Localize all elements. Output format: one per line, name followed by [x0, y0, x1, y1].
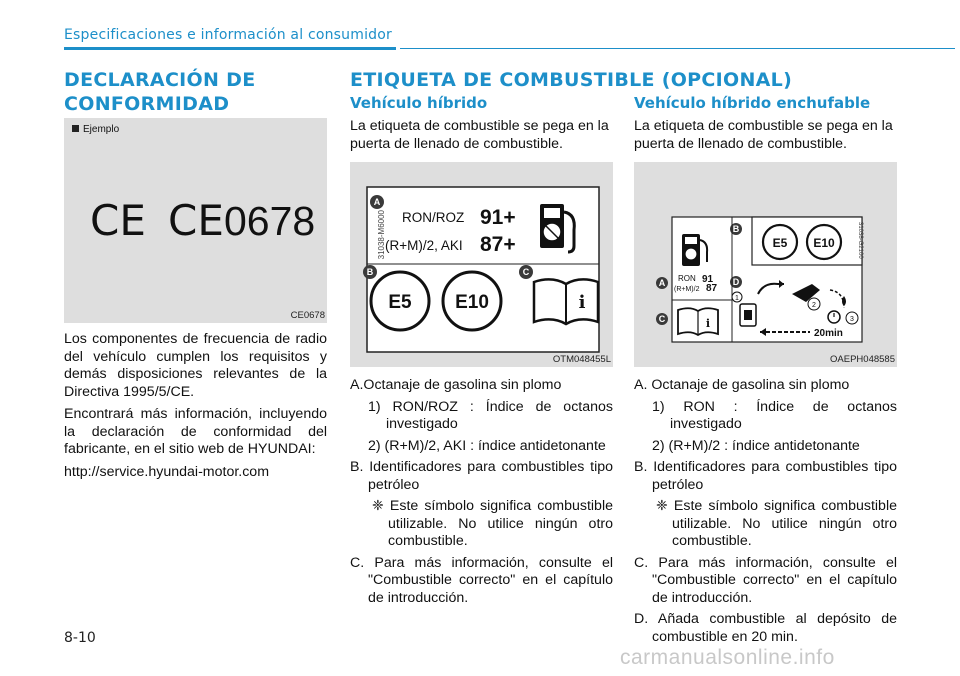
svg-text:(R+M)/2: (R+M)/2: [674, 286, 700, 293]
svg-text:E5: E5: [388, 292, 412, 313]
svg-text:1: 1: [735, 295, 739, 302]
svg-text:91: 91: [702, 274, 714, 285]
svg-text:B: B: [366, 267, 374, 277]
hybrid-item-list: [350, 377, 613, 611]
hybrid-intro: La etiqueta de combustible se pega en la puerta de llenado de combustible.: [350, 118, 609, 152]
list-item: 1) RON/ROZ : Índice de octanos investigado: [368, 398, 613, 432]
svg-text:i: i: [705, 317, 711, 330]
conformity-body: Los componentes de frecuencia de radio del vehículo cumplen los requisitos y demás disposiciones relevantes de la Directiva 1995/5/CE. Encontrará más información, incluyendo la declaración de conformidad del fabricante, en el sitio web de HYUNDAI: http://service.hyundai-motor.com: [64, 331, 327, 480]
list-item: B. Identificadores para combustibles tipo petróleo: [350, 459, 613, 493]
conformity-heading: DECLARACIÓN DE CONFORMIDAD: [64, 69, 256, 115]
ce-mark-small: CE: [90, 196, 146, 245]
ce-number: 0678: [224, 198, 316, 244]
list-item: A. Octanaje de gasolina sin plomo: [634, 377, 850, 393]
ce-mark-large: CE: [168, 196, 224, 245]
svg-text:C: C: [658, 314, 666, 324]
list-item: 1) RON : Índice de octanos investigado: [652, 398, 897, 432]
hybrid-label-graphic: [350, 162, 613, 367]
plugin-item-list: [634, 377, 897, 650]
svg-text:2: 2: [812, 302, 816, 309]
figure-code: CE0678: [290, 310, 325, 321]
book-icon: [678, 308, 718, 335]
hybrid-fuel-label-figure: [350, 162, 613, 367]
plugin-fuel-label-figure: [634, 162, 897, 367]
list-item: 2) (R+M)/2 : índice antidetonante: [652, 437, 860, 454]
page-number: 8-10: [64, 630, 96, 646]
list-item: D. Añada combustible al depósito de combustible en 20 min.: [634, 611, 897, 645]
figure-code: OAEPH048585: [830, 354, 895, 365]
svg-text:31038-M6000: 31038-M6000: [377, 210, 386, 260]
ce-figure: [64, 118, 327, 323]
service-url: http://service.hyundai-motor.com: [64, 463, 270, 480]
ron-label: RON/ROZ: [402, 210, 465, 225]
svg-text:D: D: [732, 277, 740, 287]
figure-label: Ejemplo: [72, 124, 119, 135]
svg-text:87: 87: [706, 283, 718, 294]
svg-text:3: 3: [850, 316, 854, 323]
svg-text:E5: E5: [772, 236, 788, 250]
svg-text:C: C: [522, 267, 530, 277]
hybrid-title: Vehículo híbrido: [350, 94, 488, 112]
svg-text:B: B: [732, 224, 740, 234]
svg-text:i: i: [578, 292, 586, 313]
svg-text:31038-G2100: 31038-G2100: [857, 222, 863, 259]
list-item: B. Identificadores para combustibles tipo petróleo: [634, 459, 897, 493]
svg-text:E10: E10: [813, 236, 835, 250]
svg-text:RON: RON: [678, 274, 696, 283]
watermark: carmanualsonline.info: [620, 646, 835, 669]
plugin-label-graphic: [634, 162, 897, 367]
figure-code: OTM048455L: [552, 354, 611, 365]
header-rule: [64, 47, 396, 50]
ce-mark-graphic: [64, 118, 327, 323]
plugin-title: Vehículo híbrido enchufable: [634, 94, 871, 112]
list-item: C. Para más información, consulte el "Combustible correcto" en el capítulo de introducción.: [634, 554, 897, 606]
time-label: 20min: [814, 328, 843, 339]
list-item: 2) (R+M)/2, AKI : índice antidetonante: [368, 437, 606, 454]
plugin-intro: La etiqueta de combustible se pega en la puerta de llenado de combustible.: [634, 118, 893, 152]
list-item-note: ❈ Este símbolo significa combustible utilizable. No utilice ningún otro combustible.: [372, 498, 613, 549]
svg-text:E10: E10: [455, 292, 489, 313]
fuel-label-heading: ETIQUETA DE COMBUSTIBLE (OPCIONAL): [350, 69, 793, 91]
list-item: C. Para más información, consulte el "Combustible correcto" en el capítulo de introducción.: [350, 554, 613, 606]
aki-label: (R+M)/2, AKI: [385, 238, 463, 253]
svg-text:A: A: [373, 197, 381, 207]
section-header: Especificaciones e información al consumidor: [64, 27, 392, 43]
ron-value: 91+: [480, 206, 516, 229]
header-rule-thin: [400, 48, 955, 49]
svg-text:A: A: [658, 278, 666, 288]
list-item: A.Octanaje de gasolina sin plomo: [350, 377, 562, 393]
book-icon: [534, 279, 598, 324]
list-item-note: ❈ Este símbolo significa combustible utilizable. No utilice ningún otro combustible.: [656, 498, 897, 549]
aki-value: 87+: [480, 233, 516, 256]
